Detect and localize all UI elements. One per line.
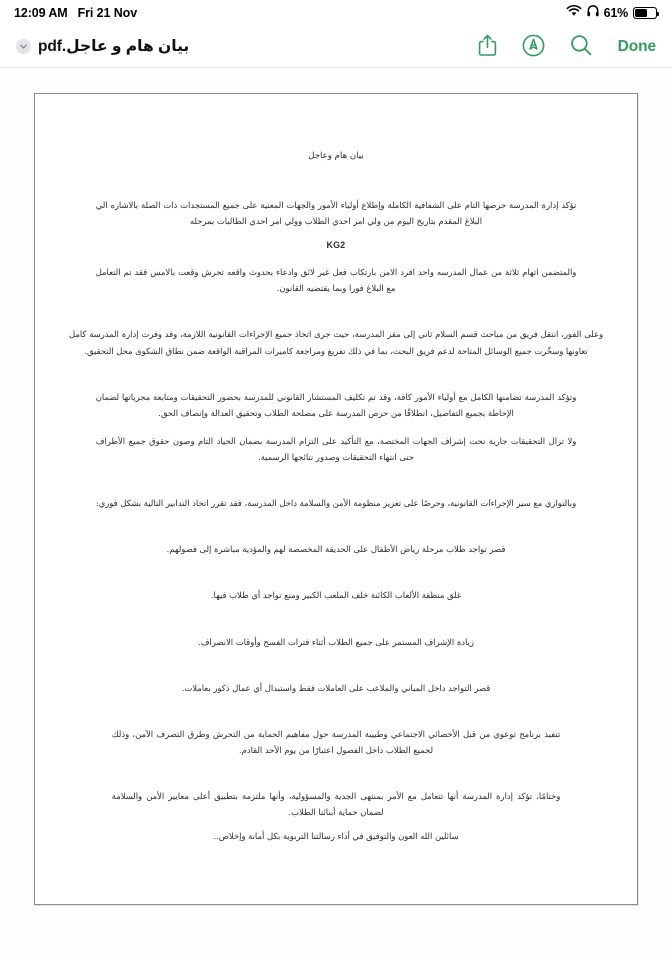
paragraph-measure-1: قصر تواجد طلاب مرحلة رياض الأطفال على الحديقة المخصصة لهم والمؤدية مباشرة إلى فصولهم. (166, 544, 506, 555)
paragraph-ongoing: ولا تزال التحقيقات جارية تحت إشراف الجهات المختصة، مع التأكيد على التزام المدرسة بضمان الحياد التام وصون حقوق جميع الأطراف حتى انتهاء التحقيقات وصدور نتائجها الرسمية. (95, 435, 577, 462)
chevron-down-icon[interactable] (16, 39, 31, 54)
status-bar (0, 0, 671, 26)
pdf-toolbar (0, 26, 671, 68)
document-title-button[interactable] (16, 37, 189, 56)
paragraph-measure-2: غلق منطقة الألعاب الكائنة خلف الملعب الكبير ومنع تواجد أي طلاب فيها. (210, 590, 462, 601)
status-date: Fri 21 Nov (77, 6, 138, 20)
share-button[interactable] (478, 34, 497, 60)
battery-icon (633, 7, 657, 19)
done-button[interactable]: Done (617, 37, 656, 55)
markup-button[interactable] (522, 34, 545, 60)
status-time: 12:09 AM (14, 6, 68, 20)
paragraph-accusation: والمتضمن اتهام ثلاثة من عمال المدرسه واحد افرد الامن بارتكاب فعل غير لائق وادعاء بحدوث واقعه تحرش وقعت بالامس فقد تم التعامل مع البلاغ فورا وبما يقتضيه القانون. (95, 267, 577, 294)
status-bar-left (14, 6, 137, 20)
headphones-icon (587, 4, 599, 22)
search-icon (570, 34, 592, 59)
pdf-page-1 (34, 93, 638, 905)
pdf-scroll-viewport[interactable] (0, 68, 671, 960)
share-icon (478, 34, 497, 60)
paragraph-measures-intro: وبالتوازي مع سير الإجراءات القانونية، وحرصًا على تعزيز منظومة الأمن والسلامة داخل المدرسة، فقد تقرر اتخاذ التدابير التالية بشكل فوري: (95, 498, 577, 509)
paragraph-intro: تؤكد إدارة المدرسة حرصها التام على الشفافية الكاملة وإطلاع أولياء الأمور والجهات المعنية على جميع المستجدات ذات الصلة بالاشاره الي البلاغ المقدم بتاريخ اليوم من ولي امر احدي الطلاب وولي امر احدي الطالبات بمرحله (95, 200, 577, 227)
paragraph-measure-3: زيادة الإشراف المستمر على جميع الطلاب أثناء فترات الفسح وأوقات الانصراف. (198, 636, 474, 647)
paragraph-measure-5: تنفيذ برنامج توعوي من قبل الأخصائي الاجتماعي وطبيبة المدرسة حول مفاهيم الحماية من التحرش وطرق التصرف الآمن، وذلك لجميع الطلاب داخل الفصول اعتبارًا من يوم الأحد القادم. (111, 728, 561, 755)
paragraph-measure-4: قصر التواجد داخل المباني والملاعب على العاملات فقط واستبدال أي عمال ذكور بعاملات. (181, 682, 491, 693)
document-heading: بيان هام وعاجل (308, 151, 364, 161)
pdf-page-content (35, 94, 637, 904)
paragraph-prayer: سائلين الله العون والتوفيق في أداء رسالتنا التربوية بكل أمانة وإخلاص.. (213, 831, 459, 842)
document-title: بيان هام و عاجل.pdf (38, 38, 190, 55)
search-button[interactable] (570, 34, 592, 59)
toolbar-actions (478, 34, 657, 60)
paragraph-closing: وختامًا، تؤكد إدارة المدرسة أنها تتعامل مع الأمر بمنتهى الجدية والمسؤولية، وأنها ملتزمة بتطبيق أعلى معايير الأمن والسلامة لضمان حماية أبنائنا الطلاب. (111, 791, 561, 818)
battery-percent-label: 61% (603, 6, 628, 20)
wifi-icon (566, 4, 582, 22)
status-bar-right (566, 4, 657, 22)
paragraph-grade: KG2 (326, 240, 346, 251)
paragraph-solidarity: وتؤكد المدرسة تضامنها الكامل مع أولياء الأمور كافة، وقد تم تكليف المستشار القانوني للمدرسة بحضور التحقيقات ومتابعة مجرياتها لضمان الإحاطة بجميع التفاصيل، انطلاقًا من حرص المدرسة على مصلحة الطلاب وتحقيق العدالة وإنصاف الحق. (95, 391, 577, 418)
markup-pen-icon (522, 34, 545, 60)
paragraph-investigation: وعلى الفور، انتقل فريق من مباحث قسم السلام ثاني إلى مقر المدرسة، حيث جرى اتخاذ جميع الإجراءات القانونية اللازمة، وقد وفرت إدارة المدرسة كامل تعاونها وسخّرت جميع الوسائل المتاحة لدعم فريق البحث، بما في ذلك تفريغ ومراجعة كاميرات المراقبة الواقعة ضمن نطاق الشكوى محل التحقيق. (69, 329, 603, 356)
